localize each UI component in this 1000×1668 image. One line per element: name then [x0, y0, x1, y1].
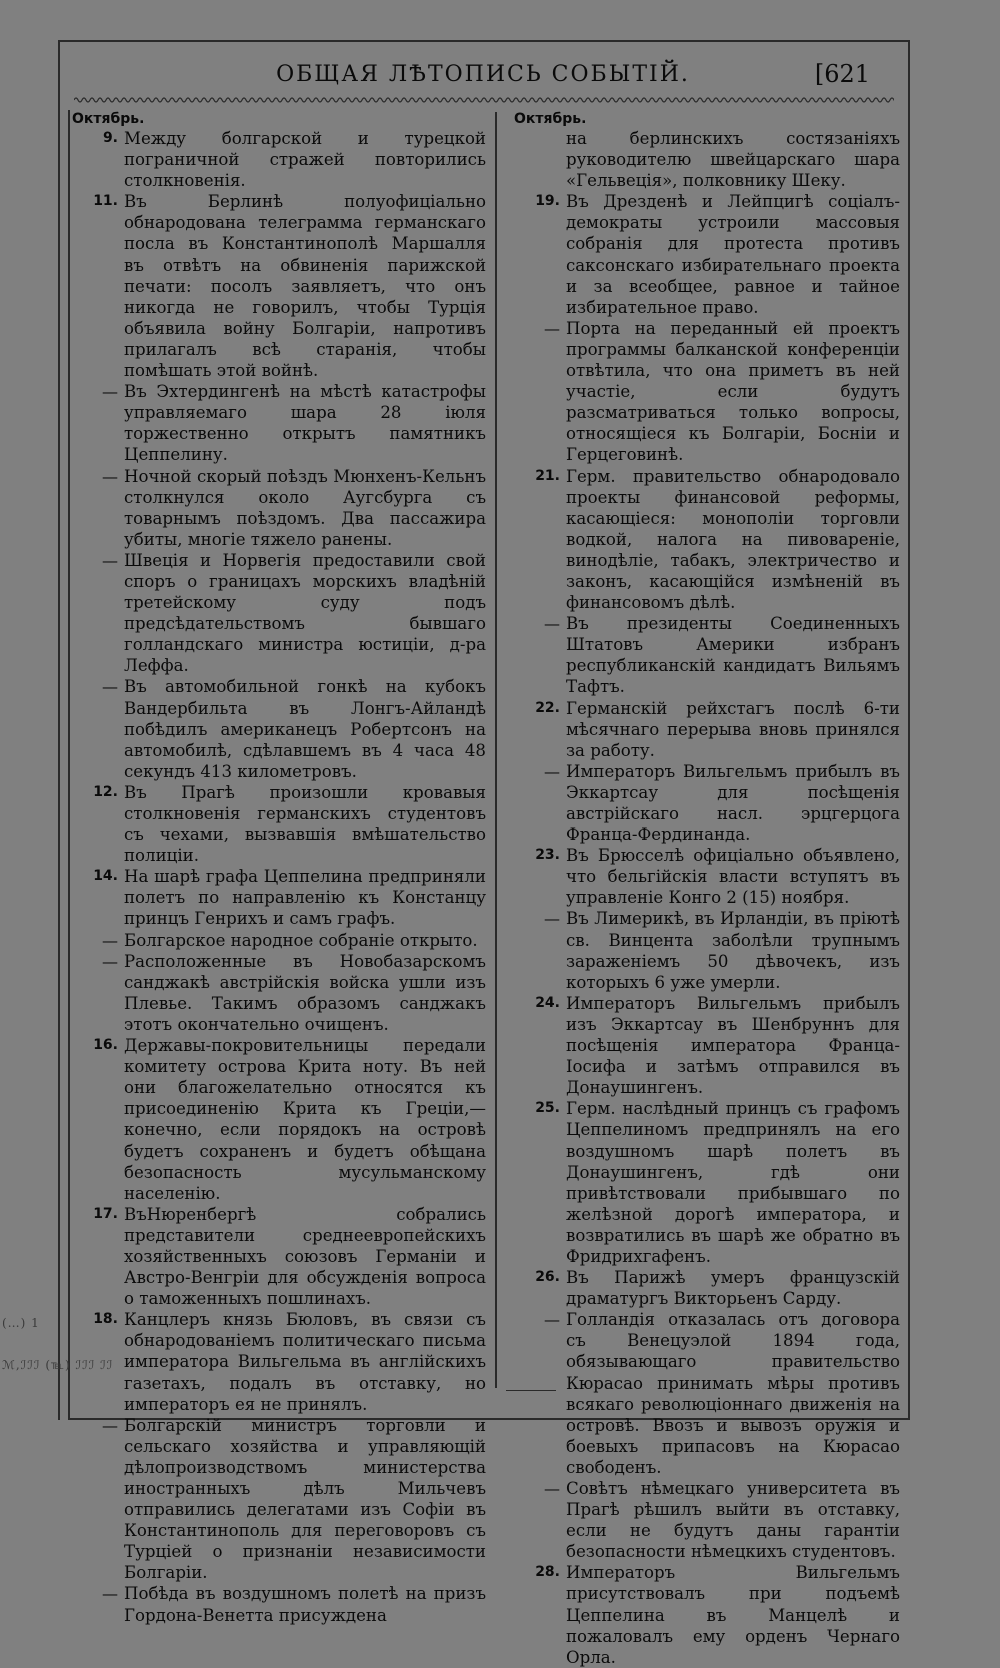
entry-text: На шарѣ графа Цеппелина предприняли полетъ по направленію къ Констанцу принцъ Генрихъ и самъ графъ. — [124, 867, 486, 929]
chronicle-entry — [72, 676, 486, 781]
entry-text: Въ автомобильной гонкѣ на кубокъ Вандербильта въ Лонгъ-Айландѣ побѣдилъ американецъ Робертсонъ на автомобилѣ, сдѣлавшемъ въ 4 часа 48 секундъ 413 километровъ. — [124, 677, 486, 781]
entry-date: 18. — [93, 1311, 118, 1328]
chronicle-entry — [72, 550, 486, 677]
chronicle-entry — [72, 1035, 486, 1204]
entry-date: 23. — [535, 847, 560, 864]
decorative-wavy-rule — [74, 94, 894, 106]
chronicle-entry — [514, 1098, 900, 1267]
entry-text: Въ Лимерикѣ, въ Ирландіи, въ пріютѣ св. Винцента заболѣли трупнымъ зараженіемъ 50 дѣвочекъ, изъ которыхъ 6 уже умерли. — [566, 909, 900, 992]
chronicle-entry — [514, 1309, 900, 1478]
entry-text: ВъНюренбергѣ собрались представители среднеевропейскихъ хозяйственныхъ союзовъ Германіи и Австро-Венгріи для обсужденія вопроса о таможенныхъ пошлинахъ. — [124, 1204, 486, 1309]
chronicle-entry — [72, 466, 486, 550]
entry-text: Порта на переданный ей проектъ программы балканской конференціи отвѣтила, что она приметъ въ ней участіе, если будутъ разсматриваться только вопросы, относящіеся къ Болгаріи, Босніи и Герцеговинѣ. — [566, 318, 900, 465]
chronicle-entry — [514, 993, 900, 1098]
running-header — [68, 58, 898, 98]
entry-text: Швеція и Норвегія предоставили свой споръ о границахъ морскихъ владѣній третейскому суду подъ предсѣдательствомъ бывшаго голландскаго министра юстиціи, д-ра Леффа. — [124, 550, 486, 676]
left-entries — [72, 128, 486, 1626]
chronicle-entry — [72, 1309, 486, 1414]
entry-text: Расположенные въ Новобазарскомъ санджакѣ австрійскія войска ушли изъ Плевье. Такимъ образомъ санджакъ этотъ окончательно очищенъ. — [124, 951, 486, 1034]
page-number: [621 — [814, 60, 870, 88]
entry-text: Въ Берлинѣ полуофиціально обнародована телеграмма германскаго посла въ Константинополѣ Маршалля въ отвѣтъ на обвиненія парижской печати: посолъ заявляетъ, что онъ никогда не говорилъ, чтобы Турція объявила войну Болгаріи, напротивъ прилагалъ всѣ старанія, чтобы помѣшать этой войнѣ. — [124, 192, 486, 381]
chronicle-entry — [72, 128, 486, 191]
entry-date: — — [544, 318, 560, 338]
entry-text: Болгарскій министръ торговли и сельскаго хозяйства и управляющій дѣлопроизводствомъ министерства иностранныхъ дѣлъ Мильчевъ отправились делегатами изъ Софіи въ Константинополь для переговоровъ съ Турціей о признаніи независимости Болгаріи. — [124, 1415, 486, 1583]
chronicle-entry — [514, 466, 900, 614]
entry-text: Голландія отказалась отъ договора съ Венецуэлой 1894 года, обязывающаго правительство Кюрасао принимать мѣры противъ всякаго революціоннаго движенія на островѣ. Ввозъ и вывозъ оружія и боевыхъ припасовъ на Кюрасао свободенъ. — [566, 1310, 900, 1477]
entry-date: — — [544, 1479, 560, 1498]
chronicle-entry — [72, 1415, 486, 1584]
entry-text: Канцлеръ князь Бюловъ, въ связи съ обнародованіемъ политическаго письма императора Вильгельма въ англійскихъ газетахъ, подалъ въ отставку, но императоръ ея не принялъ. — [124, 1310, 486, 1414]
column-divider — [495, 112, 497, 1388]
entry-date: — — [102, 466, 118, 486]
chronicle-entry — [514, 1562, 900, 1667]
margin-stamp-lower: ℳ,ℐℐℐ (℡) ℐℐℐ ℐℐ — [2, 1358, 114, 1372]
chronicle-entry — [72, 1204, 486, 1309]
entry-date: — — [102, 677, 118, 697]
entry-date: 14. — [93, 868, 118, 885]
entry-date: 9. — [102, 130, 118, 146]
month-label: Октябрь. — [72, 111, 145, 127]
entry-text: Державы-покровительницы передали комитету острова Крита ноту. Въ ней они благожелательно относятся къ присоединенію Крита къ Греціи,—конечно, если порядокъ на островѣ будетъ сохраненъ и будетъ обѣщана безопасность мусульманскому населенію. — [124, 1036, 486, 1203]
page-border-inner-left — [68, 110, 70, 1420]
chronicle-entry — [514, 1478, 900, 1562]
entry-date: — — [544, 761, 560, 781]
entry-text: Совѣтъ нѣмецкаго университета въ Прагѣ рѣшилъ выйти въ отставку, если не будутъ даны гарантіи безопасности нѣмецкихъ студентовъ. — [566, 1479, 900, 1562]
entry-date: — — [102, 1584, 118, 1604]
chronicle-entry — [72, 381, 486, 465]
entry-date: — — [102, 930, 118, 950]
entry-text: Въ Брюсселѣ офиціально объявлено, что бельгійскія власти вступятъ въ управленіе Конго 2 (15) ноября. — [566, 846, 900, 908]
entry-text: Герм. наслѣдный принцъ съ графомъ Цеппелиномъ предпринялъ на его воздушномъ шарѣ полетъ въ Донаушингенъ, гдѣ они привѣтствовали прибывшаго по желѣзной дорогѣ императора, и возвратились въ шарѣ же обратно въ Фридрихгафенъ. — [566, 1099, 900, 1266]
entry-text: Въ президенты Соединенныхъ Штатовъ Америки избранъ республиканскій кандидатъ Вильямъ Тафтъ. — [566, 614, 900, 697]
entry-date: 25. — [535, 1100, 560, 1117]
chronicle-entry — [514, 698, 900, 761]
entry-text: Императоръ Вильгельмъ прибылъ изъ Эккартсау въ Шенбруннъ для посѣщенія императора Франца-Іосифа и затѣмъ отправился въ Донаушингенъ. — [566, 993, 900, 1098]
chronicle-entry — [514, 318, 900, 466]
entry-date: 28. — [535, 1564, 560, 1581]
continued-entry-text: на берлинскихъ состязаніяхъ руководителю швейцарскаго шара «Гельвеція», полковнику Шеку. — [566, 129, 900, 191]
entry-text: Между болгарской и турецкой пограничной стражей повторились столкновенія. — [124, 129, 486, 191]
chronicle-entry — [72, 191, 486, 381]
page-border-right — [908, 40, 910, 1420]
entry-text: Побѣда въ воздушномъ полетѣ на призъ Гордона-Венетта присуждена — [124, 1584, 486, 1625]
month-label: Октябрь. — [514, 111, 587, 127]
entry-date: 24. — [535, 994, 560, 1011]
chronicle-entry — [72, 782, 486, 866]
entry-date: — — [544, 1310, 560, 1330]
chronicle-entry — [72, 930, 486, 951]
chronicle-entry — [514, 761, 900, 845]
entry-date: 26. — [535, 1269, 560, 1286]
entry-date: — — [102, 550, 118, 570]
entry-date: 12. — [93, 783, 118, 800]
entry-text: Императоръ Вильгельмъ присутствовалъ при подъемѣ Цеппелина въ Манцелѣ и пожаловалъ ему орденъ Чернаго Орла. — [566, 1563, 900, 1667]
chronicle-entry — [514, 1267, 900, 1309]
left-column — [72, 110, 486, 1626]
end-rule — [506, 1390, 556, 1391]
entry-text: Въ Прагѣ произошли кровавыя столкновенія германскихъ студентовъ съ чехами, вызвавшія вмѣшательство полиціи. — [124, 782, 486, 866]
entry-text: Германскій рейхстагъ послѣ 6-ти мѣсячнаго перерыва вновь принялся за работу. — [566, 698, 900, 760]
entry-text: Болгарское народное собраніе открыто. — [124, 930, 478, 950]
entry-date: — — [544, 614, 560, 634]
chronicle-entry — [72, 866, 486, 929]
entry-text: Императоръ Вильгельмъ прибылъ въ Эккартсау для посѣщенія австрійскаго насл. эрцгерцога Франца-Фердинанда. — [566, 761, 900, 845]
chronicle-entry — [514, 845, 900, 908]
entry-date: — — [544, 909, 560, 929]
chronicle-entry — [72, 1583, 486, 1625]
entry-date: 16. — [93, 1037, 118, 1054]
page-border-left — [58, 40, 60, 1420]
entry-date: — — [102, 951, 118, 971]
right-column — [514, 110, 900, 1668]
chronicle-entry — [514, 613, 900, 697]
entry-text: Въ Дрезденѣ и Лейпцигѣ соціалъ-демократы устроили массовыя собранія для протеста противъ саксонскаго избирательнаго проекта и за всеобщее, равное и тайное избирательное право. — [566, 192, 900, 317]
entry-date: 21. — [535, 467, 560, 484]
entry-date: 19. — [535, 193, 560, 210]
entry-date: 17. — [93, 1205, 118, 1222]
entry-date: 11. — [93, 193, 118, 210]
entry-text: Въ Эхтердингенѣ на мѣстѣ катастрофы управляемаго шара 28 іюля торжественно открытъ памятникъ Цеппелину. — [124, 382, 486, 465]
chronicle-entry — [72, 951, 486, 1035]
entry-date: — — [102, 382, 118, 402]
chronicle-entry — [514, 908, 900, 992]
entry-date: 22. — [535, 699, 560, 716]
entry-text: Въ Парижѣ умеръ французскій драматургъ Викторьенъ Сарду. — [566, 1268, 900, 1309]
entry-text: Ночной скорый поѣздъ Мюнхенъ-Кельнъ столкнулся около Аугсбурга съ товарнымъ поѣздомъ. Два пассажира убиты, многіе тяжело ранены. — [124, 466, 486, 549]
page-title: ОБЩАЯ ЛѢТОПИСЬ СОБЫТІЙ. — [276, 62, 690, 87]
page-border-top — [58, 40, 910, 42]
entry-text: Герм. правительство обнародовало проекты финансовой реформы, касающіеся: монополіи торговли водкой, налога на пивовареніе, винодѣліе, табакъ, электричество и законъ, касающійся измѣненій въ финансовомъ дѣлѣ. — [566, 466, 900, 613]
chronicle-entry — [514, 191, 900, 318]
margin-stamp-upper: (…) 1 — [2, 1316, 40, 1330]
right-entries — [514, 191, 900, 1668]
entry-date: — — [102, 1415, 118, 1435]
